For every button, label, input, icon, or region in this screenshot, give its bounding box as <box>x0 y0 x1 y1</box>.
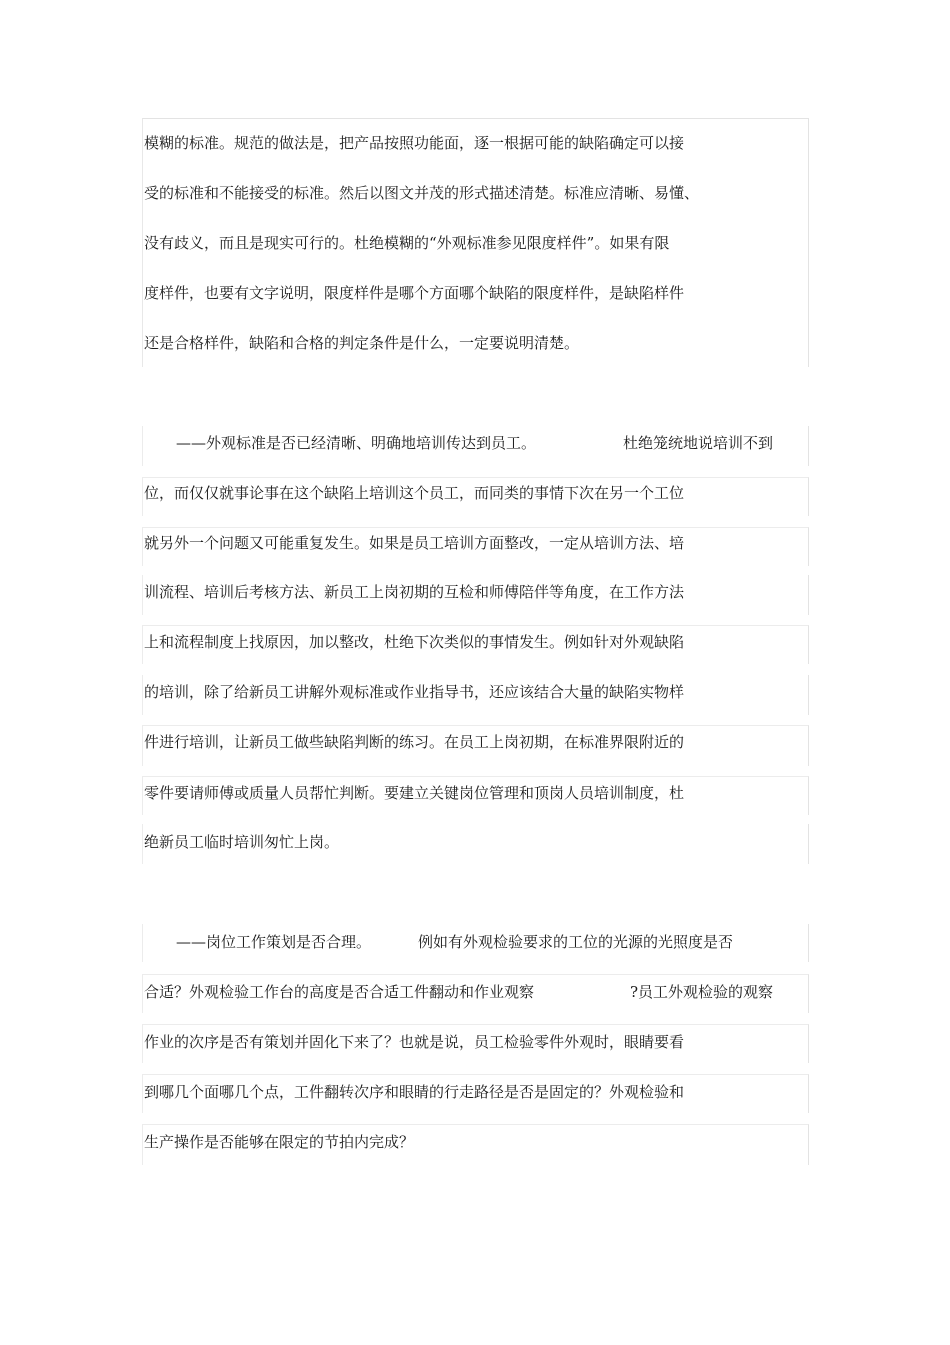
text-line: 件进行培训，让新员工做些缺陷判断的练习。在员工上岗初期，在标准界限附近的 <box>144 733 685 751</box>
text-line: 就另外一个问题又可能重复发生。如果是员工培训方面整改，一定从培训方法、培 <box>144 534 685 552</box>
paragraph-heading: ——外观标准是否已经清晰、明确地培训传达到员工。 <box>176 434 537 452</box>
text-line: 模糊的标准。规范的做法是，把产品按照功能面，逐一根据可能的缺陷确定可以接 <box>144 134 685 152</box>
text-line: 位，而仅仅就事论事在这个缺陷上培训这个员工，而同类的事情下次在另一个工位 <box>144 484 685 502</box>
text-line: 还是合格样件，缺陷和合格的判定条件是什么，一定要说明清楚。 <box>144 334 580 352</box>
text-line-tail: 例如有外观检验要求的工位的光源的光照度是否 <box>418 933 734 951</box>
text-line: 到哪几个面哪几个点，工件翻转次序和眼睛的行走路径是否是固定的？外观检验和 <box>144 1083 685 1101</box>
text-line: 的培训，除了给新员工讲解外观标准或作业指导书，还应该结合大量的缺陷实物样 <box>144 683 685 701</box>
text-line: 零件要请师傅或质量人员帮忙判断。要建立关键岗位管理和顶岗人员培训制度，杜 <box>144 784 685 802</box>
paragraph-heading: ——岗位工作策划是否合理。 <box>176 933 372 951</box>
text-line: 没有歧义，而且是现实可行的。杜绝模糊的“外观标准参见限度样件”。如果有限 <box>144 234 670 252</box>
text-line-tail: ?员工外观检验的观察 <box>630 983 774 1001</box>
text-line: 受的标准和不能接受的标准。然后以图文并茂的形式描述清楚。标准应清晰、易懂、 <box>144 184 700 202</box>
text-line: 训流程、培训后考核方法、新员工上岗初期的互检和师傅陪伴等角度，在工作方法 <box>144 583 685 601</box>
text-line: 绝新员工临时培训匆忙上岗。 <box>144 833 340 851</box>
text-line: 度样件，也要有文字说明，限度样件是哪个方面哪个缺陷的限度样件，是缺陷样件 <box>144 284 685 302</box>
text-line: 上和流程制度上找原因，加以整改，杜绝下次类似的事情发生。例如针对外观缺陷 <box>144 633 685 651</box>
text-line: 作业的次序是否有策划并固化下来了？也就是说，员工检验零件外观时，眼睛要看 <box>144 1033 685 1051</box>
text-line: 生产操作是否能够在限定的节拍内完成？ <box>144 1133 415 1151</box>
text-line-tail: 杜绝笼统地说培训不到 <box>623 434 774 452</box>
text-line: 合适？外观检验工作台的高度是否合适工件翻动和作业观察 <box>144 983 535 1001</box>
